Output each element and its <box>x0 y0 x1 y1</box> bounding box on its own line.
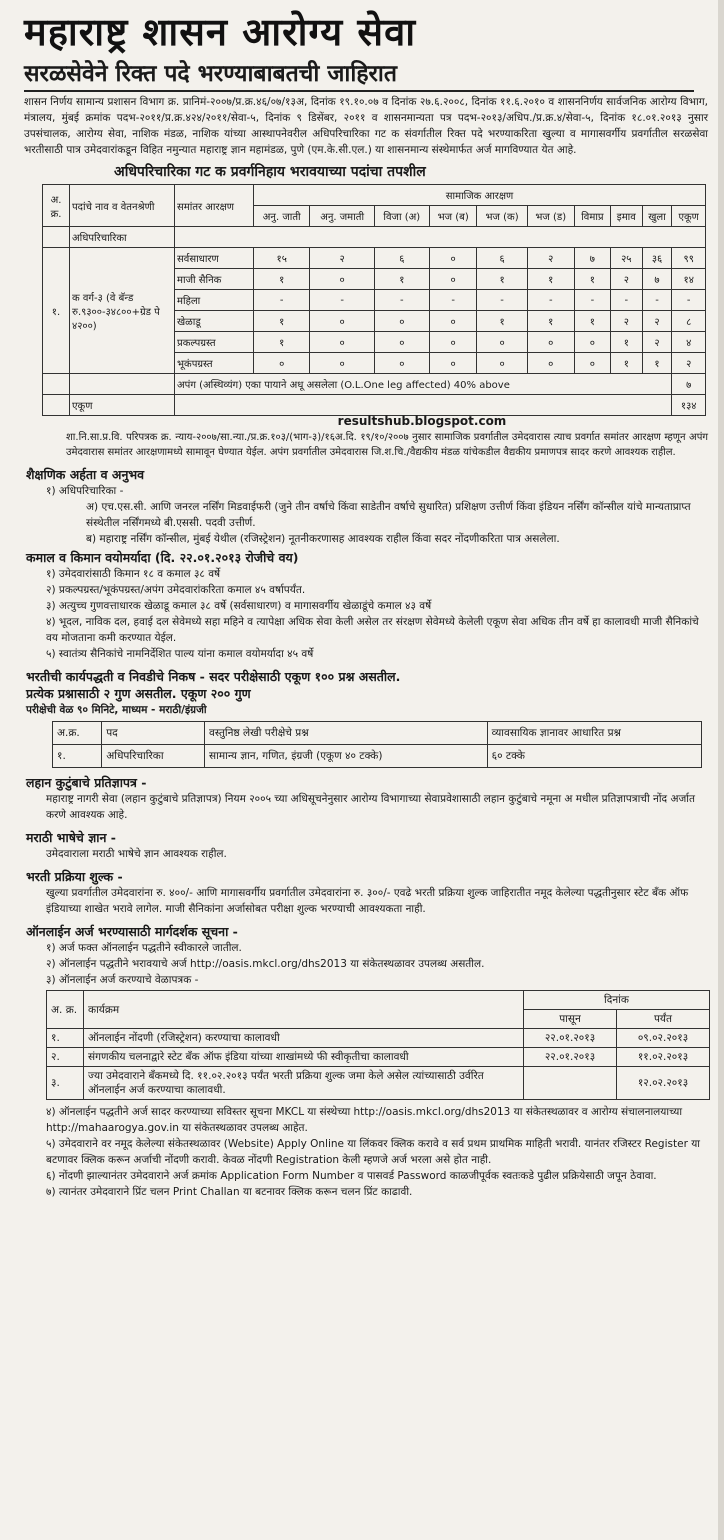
online-heading: ऑनलाईन अर्ज भरण्यासाठी मार्गदर्शक सूचना - <box>26 924 238 939</box>
disabled-label: अपंग (अस्थिव्यंग) एका पायाने अधू असलेला (O.L.One leg affected) 40% above <box>175 374 672 395</box>
more-instructions <box>6 1104 718 1200</box>
vacancy-col-header: खुला <box>642 206 672 227</box>
exam-table-header <box>53 722 702 745</box>
exam-table <box>52 721 702 768</box>
row-value: १ <box>574 311 610 332</box>
row-label: खेळाडू <box>175 311 254 332</box>
schedule-cell: १. <box>47 1029 84 1048</box>
exam-line3: परीक्षेची वेळ ९० मिनिटे, माध्यम - मराठी/इंग्रजी <box>26 704 207 716</box>
vacancy-body <box>43 248 706 374</box>
fee-heading: भरती प्रक्रिया शुल्क - <box>26 869 123 884</box>
row-label: भूकंपग्रस्त <box>175 353 254 374</box>
main-title: महाराष्ट्र शासन आरोग्य सेवा <box>24 10 417 54</box>
exam-cell: १. <box>53 745 102 768</box>
online-item: ३) ऑनलाईन अर्ज करण्याचे वेळापत्रक - <box>46 974 199 986</box>
schedule-cell: ०९.०२.२०१३ <box>617 1029 710 1048</box>
row-value: - <box>527 290 574 311</box>
row-value: - <box>374 290 429 311</box>
row-value: ० <box>574 353 610 374</box>
schedule-cell: २२.०१.२०१३ <box>524 1048 617 1067</box>
post-name: अधिपरिचारिका <box>70 227 175 248</box>
row-value: २ <box>642 311 672 332</box>
vacancy-row <box>43 248 706 269</box>
schedule-row <box>47 1048 710 1067</box>
col-parallel: समांतर आरक्षण <box>175 185 254 227</box>
vacancy-col-header: इमाव <box>610 206 642 227</box>
vacancy-col-header: अनु. जमाती <box>310 206 374 227</box>
fee-text: खुल्या प्रवर्गातील उमेदवारांना रु. ४००/- आणि मागासवर्गीय प्रवर्गातील उमेदवारांना रु. ३००/- एवढे भरती प्रक्रिया शुल्क जाहिरातीत नमूद केलेल्या पद्धतीनुसार स्टेट बँक ऑफ इंडियाच्या शाखेत भरावे लागेल. माजी सैनिकांना अर्जासोबत परीक्षा शुल्क भरण्याची आवश्यकता नाही. <box>46 887 689 915</box>
age-list <box>6 566 718 662</box>
exam-table-row <box>53 745 702 768</box>
exam-line2: प्रत्येक प्रश्नासाठी २ गुण असतील. एकूण २०० गुण <box>26 686 251 701</box>
row-value: २ <box>610 311 642 332</box>
schedule-cell: ३. <box>47 1067 84 1100</box>
pay-scale: क वर्ग-३ (वे बॅन्ड रु.९३००-३४८००+ग्रेड पे ४२००) <box>70 248 175 374</box>
exam-col-header: वस्तुनिष्ठ लेखी परीक्षेचे प्रश्न <box>205 722 488 745</box>
col-post: पदांचे नाव व वेतनश्रेणी <box>70 185 175 227</box>
empty-cell <box>43 395 70 416</box>
row-value: ८ <box>672 311 706 332</box>
row-label: माजी सैनिक <box>175 269 254 290</box>
exam-cell: सामान्य ज्ञान, गणित, इंग्रजी (एकूण ४० टक्के) <box>205 745 488 768</box>
row-value: ६ <box>477 248 527 269</box>
row-value: १ <box>254 269 310 290</box>
vacancy-col-header: एकूण <box>672 206 706 227</box>
advertisement-page <box>6 0 718 1540</box>
row-value: ० <box>374 353 429 374</box>
row-value: ४ <box>672 332 706 353</box>
row-label: सर्वसाधारण <box>175 248 254 269</box>
small-family-heading: लहान कुटुंबाचे प्रतिज्ञापत्र - <box>26 775 147 790</box>
row-value: १ <box>610 332 642 353</box>
row-value: ० <box>310 269 374 290</box>
row-value: १५ <box>254 248 310 269</box>
online-item: १) अर्ज फक्त ऑनलाईन पद्धतीने स्वीकारले जातील. <box>46 942 242 954</box>
exam-col-header: पद <box>102 722 205 745</box>
row-value: ० <box>310 353 374 374</box>
disabled-value: ७ <box>672 374 706 395</box>
row-value: २ <box>610 269 642 290</box>
row-value: ० <box>429 248 477 269</box>
row-value: ० <box>429 269 477 290</box>
age-item: १) उमेदवारांसाठी किमान १८ व कमाल ३८ वर्षे <box>46 568 221 580</box>
schedule-row <box>47 1029 710 1048</box>
schedule-cell: १२.०२.२०१३ <box>617 1067 710 1100</box>
empty-cell <box>70 374 175 395</box>
row-value: १ <box>527 269 574 290</box>
row-value: ७ <box>642 269 672 290</box>
empty-cell <box>175 227 706 248</box>
education-a: अ) एच.एस.सी. आणि जनरल नर्सिंग मिडवाईफरी (जुने तीन वर्षाचे किंवा साडेतीन वर्षाचे सुधारित) प्रशिक्षण उत्तीर्ण किंवा इंडियन नर्सिंग कॉन्सील यांचे मान्यताप्राप्त संस्थेतील नर्सिंगमध्ये बी.एससी. पदवी उत्तीर्ण. <box>86 501 691 529</box>
row-value: ० <box>254 353 310 374</box>
more-item: ६) नोंदणी झाल्यानंतर उमेदवाराने अर्ज क्रमांक Application Form Number व पासवर्ड Password काळजीपूर्वक स्वतःकडे पुढील प्रक्रियेसाठी जपून ठेवावा. <box>46 1170 657 1182</box>
small-family-text: महाराष्ट्र नागरी सेवा (लहान कुटुंबाचे प्रतिज्ञापत्र) नियम २००५ च्या अधिसूचनेनुसार आरोग्य विभागाच्या सेवाप्रवेशासाठी लहान कुटुंबाचे नमूना अ मधील प्रतिज्ञापत्राची नोंद अर्जात करणे आवश्यक आहे. <box>46 793 695 821</box>
more-item: ७) त्यानंतर उमेदवाराने प्रिंट चलन Print Challan या बटनावर क्लिक करून चलन प्रिंट काढावी. <box>46 1186 413 1198</box>
vacancy-col-header: अनु. जाती <box>254 206 310 227</box>
row-value: १ <box>477 269 527 290</box>
schedule-cell: संगणकीय चलनाद्वारे स्टेट बँक ऑफ इंडिया यांच्या शाखांमध्ये फी स्वीकृतीचा कालावधी <box>84 1048 524 1067</box>
online-item: २) ऑनलाईन पद्धतीने भरावयाचे अर्ज http://oasis.mkcl.org/dhs2013 या संकेतस्थळावर उपलब्ध असतील. <box>46 958 485 970</box>
row-value: ० <box>574 332 610 353</box>
empty-cell <box>43 374 70 395</box>
table-note: शा.नि.सा.प्र.वि. परिपत्रक क्र. न्याय-२००७/सा.न्या./प्र.क्र.१०३/(भाग-३)/१६अ.दि. १९/१०/२००७ नुसार सामाजिक प्रवर्गातील उमेदवारास त्याच प्रवर्गात समांतर आरक्षण म्हणून अपंग उमेदवारास समांतर आरक्षणामध्ये सामावून घेण्यात येईल. अपंग प्रवर्गातील उमेदवारास जि.श.चि./वैद्यकीय मंडळ यांचेकडील वैद्यकीय प्रमाणपत्र सादर करणे आवश्यक राहील. <box>66 432 708 458</box>
row-value: २ <box>310 248 374 269</box>
total-value: १३४ <box>672 395 706 416</box>
exam-cell: अधिपरिचारिका <box>102 745 205 768</box>
row-value: - <box>610 290 642 311</box>
watermark-url: resultshub.blogspot.com <box>337 414 507 428</box>
age-item: ४) भूदल, नाविक दल, हवाई दल सेवेमध्ये सहा महिने व त्यापेक्षा अधिक सेवा केली असेल तर संरक्षण सेवेमध्ये केलेली एकूण सेवा अधिक तीन वर्षे हा कालावधी माजी सैनिकांचे वय मोजताना कमी करण्यात येईल. <box>46 616 699 644</box>
row-value: - <box>642 290 672 311</box>
more-item: ५) उमेदवाराने वर नमूद केलेल्या संकेतस्थळावर (Website) Apply Online या लिंकवर क्लिक करावे व सर्व प्रथम प्राथमिक माहिती भरावी. यानंतर रजिस्टर Register या बटणावर क्लिक करून अर्जाची नोंदणी करावी. केवळ नोंदणी Registration केली म्हणजे अर्ज भरला असे होत नाही. <box>46 1138 701 1166</box>
empty-cell <box>43 227 70 248</box>
online-list <box>6 940 718 988</box>
exam-cell: ६० टक्के <box>487 745 701 768</box>
schedule-cell <box>524 1067 617 1100</box>
row-value: १ <box>374 269 429 290</box>
row-value: ० <box>477 332 527 353</box>
vacancy-table-title: अधिपरिचारिका गट क प्रवर्गनिहाय भरावयाच्या पदांचा तपशील <box>114 164 426 180</box>
vacancy-col-header: भज (ब) <box>429 206 477 227</box>
schedule-cell: ऑनलाईन नोंदणी (रजिस्ट्रेशन) करण्याचा कालावधी <box>84 1029 524 1048</box>
total-label: एकूण <box>70 395 175 416</box>
row-value: १ <box>642 353 672 374</box>
row-value: ० <box>477 353 527 374</box>
row-value: ९९ <box>672 248 706 269</box>
vacancy-table <box>42 184 706 416</box>
row-value: १ <box>574 269 610 290</box>
age-heading: कमाल व किमान वयोमर्यादा (दि. २२.०१.२०१३ रोजीचे वय) <box>26 550 299 565</box>
col-sr: अ. क्र. <box>43 185 70 227</box>
row-value: १४ <box>672 269 706 290</box>
row-value: १ <box>477 311 527 332</box>
row-value: ० <box>429 332 477 353</box>
exam-col-header: व्यावसायिक ज्ञानावर आधारित प्रश्न <box>487 722 701 745</box>
row-value: ० <box>374 332 429 353</box>
row-value: १ <box>254 332 310 353</box>
education-b: ब) महाराष्ट्र नर्सिंग कॉन्सील, मुंबई येथील (रजिस्ट्रेशन) नूतनीकरणासह आवश्यक राहील किंवा सदर नोंदणीकरिता पात्र असलेला. <box>86 533 560 545</box>
col-social: सामाजिक आरक्षण <box>254 185 706 206</box>
schedule-row <box>47 1067 710 1100</box>
empty-cell <box>175 395 672 416</box>
row-value: ० <box>310 311 374 332</box>
schedule-cell: २२.०१.२०१३ <box>524 1029 617 1048</box>
row-value: - <box>477 290 527 311</box>
sched-col-from: पासून <box>524 1010 617 1029</box>
age-item: ३) अत्युच्च गुणवत्ताधारक खेळाडू कमाल ३८ वर्षे (सर्वसाधारण) व मागासवर्गीय खेळाडूंचे कमाल ४३ वर्षे <box>46 600 432 612</box>
intro-paragraph: शासन निर्णय सामान्य प्रशासन विभाग क्र. प्रानिमं-२००७/प्र.क्र.४६/०७/१३अ, दिनांक १९.१०.०७ व दिनांक २७.६.२००८, दिनांक ११.६.२०१० व शासननिर्णय सार्वजनिक आरोग्य विभाग, मंत्रालय, मुंबई क्रमांक पदभ-२०११/प्र.क्र.४२४/२०११/सेवा-५, दिनांक ९ डिसेंबर, २०११ व शासनमान्यता पत्र पदभ-२०१३/अधिप./प्र.क्र.४/सेवा-५, दिनांक १८.०१.२०१३ नुसार उपसंचालक, आरोग्य सेवा, नाशिक मंडळ, नाशिक यांच्या आस्थापनेवरील अधिपरिचारिका गट क संवर्गातील रिक्त पदे भरण्याकरिता खुल्या व मागासवर्गीय प्रवर्गातील सरळसेवा भरतीसाठी पात्र उमेदवारांकडून विहित नमुन्यात महाराष्ट्र ज्ञान महामंडळ, पुणे (एम.के.सी.एल.) या शासनमान्य संस्थेमार्फत अर्ज मागविण्यात येत आहे. <box>24 96 708 156</box>
row-value: २५ <box>610 248 642 269</box>
row-value: १ <box>254 311 310 332</box>
schedule-cell: २. <box>47 1048 84 1067</box>
row-value: ७ <box>574 248 610 269</box>
sched-col-sr: अ. क्र. <box>47 991 84 1029</box>
row-value: - <box>310 290 374 311</box>
row-value: ६ <box>374 248 429 269</box>
subtitle: सरळसेवेने रिक्त पदे भरण्याबाबतची जाहिरात <box>24 58 694 92</box>
marathi-text: उमेदवाराला मराठी भाषेचे ज्ञान आवश्यक राहील. <box>46 848 227 860</box>
sched-col-date: दिनांक <box>524 991 710 1010</box>
row-label: महिला <box>175 290 254 311</box>
education-heading: शैक्षणिक अर्हता व अनुभव <box>26 467 145 482</box>
vacancy-col-header: विजा (अ) <box>374 206 429 227</box>
schedule-cell: ज्या उमेदवाराने बँकमध्ये दि. ११.०२.२०१३ पर्यंत भरती प्रक्रिया शुल्क जमा केले असेल त्यांच्यासाठी उर्वरित ऑनलाईन अर्ज करण्याचा कालावधी. <box>84 1067 524 1100</box>
vacancy-col-header: विमाप्र <box>574 206 610 227</box>
row-value: ३६ <box>642 248 672 269</box>
sr-no: १. <box>43 248 70 374</box>
scan-edge <box>718 0 724 1540</box>
row-value: ० <box>374 311 429 332</box>
education-sub: १) अधिपरिचारिका - <box>46 485 124 497</box>
marathi-heading: मराठी भाषेचे ज्ञान - <box>26 830 116 845</box>
exam-line1: भरतीची कार्यपद्धती व निवडीचे निकष - सदर परीक्षेसाठी एकूण १०० प्रश्न असतील. <box>26 669 401 684</box>
row-value: १ <box>527 311 574 332</box>
schedule-table <box>46 990 710 1100</box>
sched-col-to: पर्यंत <box>617 1010 710 1029</box>
vacancy-col-header: भज (क) <box>477 206 527 227</box>
age-item: २) प्रकल्पग्रस्त/भूकंपग्रस्त/अपंग उमेदवारांकरिता कमाल ४५ वर्षापर्यंत. <box>46 584 306 596</box>
row-label: प्रकल्पग्रस्त <box>175 332 254 353</box>
row-value: २ <box>527 248 574 269</box>
row-value: ० <box>527 332 574 353</box>
row-value: - <box>672 290 706 311</box>
sched-col-event: कार्यक्रम <box>84 991 524 1029</box>
age-item: ५) स्वातंत्र्य सैनिकांचे नामनिर्देशित पाल्य यांना कमाल वयोमर्यादा ४५ वर्षे <box>46 648 314 660</box>
row-value: - <box>574 290 610 311</box>
row-value: - <box>254 290 310 311</box>
row-value: - <box>429 290 477 311</box>
row-value: २ <box>672 353 706 374</box>
row-value: ० <box>310 332 374 353</box>
row-value: १ <box>610 353 642 374</box>
exam-col-header: अ.क्र. <box>53 722 102 745</box>
row-value: ० <box>429 311 477 332</box>
more-item: ४) ऑनलाईन पद्धतीने अर्ज सादर करण्याच्या सविस्तर सूचना MKCL या संस्थेच्या http://oasis.mkcl.org/dhs2013 या संकेतस्थळावर व आरोग्य संचालनालयाच्या http://mahaarogya.gov.in या संकेतस्थळावर उपलब्ध आहेत. <box>46 1106 683 1134</box>
schedule-cell: ११.०२.२०१३ <box>617 1048 710 1067</box>
row-value: ० <box>429 353 477 374</box>
vacancy-col-header: भज (ड) <box>527 206 574 227</box>
schedule-body <box>47 1029 710 1100</box>
row-value: २ <box>642 332 672 353</box>
row-value: ० <box>527 353 574 374</box>
